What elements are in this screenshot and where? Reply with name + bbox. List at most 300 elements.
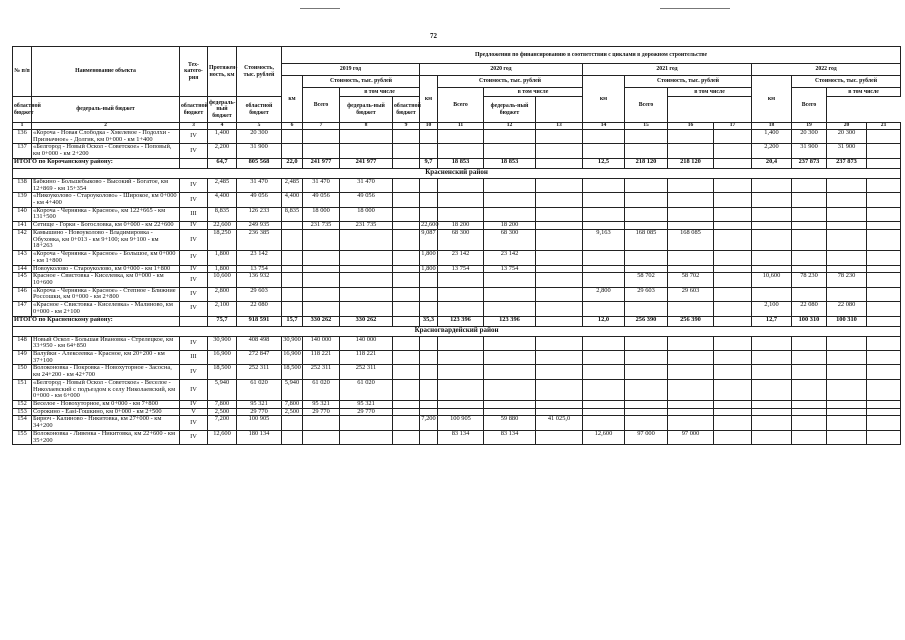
table-cell: 126 233 [237, 207, 282, 221]
table-cell [792, 401, 827, 409]
table-cell: IV [180, 229, 208, 250]
total-cell: 330 262 [303, 316, 340, 326]
table-cell [827, 416, 867, 430]
table-cell: 13 754 [484, 265, 536, 273]
table-cell [583, 379, 625, 400]
table-cell [420, 350, 438, 364]
total-cell [536, 158, 583, 168]
table-cell [792, 365, 827, 379]
table-cell: IV [180, 222, 208, 230]
table-cell: 22,600 [208, 222, 237, 230]
table-cell [625, 178, 668, 192]
table-cell [340, 265, 393, 273]
table-cell [867, 144, 901, 158]
object-name: Новый Оскол - Большая Ивановка - Стрелецкое, км 33+950 - км 64+850 [32, 336, 180, 350]
table-cell [625, 350, 668, 364]
table-cell [393, 379, 420, 400]
total-label: ИТОГО по Красненскому району: [13, 316, 180, 326]
table-cell [792, 408, 827, 416]
total-cell: 75,7 [208, 316, 237, 326]
table-cell: 9,163 [583, 229, 625, 250]
total-cell [180, 316, 208, 326]
table-cell [827, 408, 867, 416]
table-cell [583, 302, 625, 316]
table-cell: 41 025,0 [536, 416, 583, 430]
table-cell [583, 193, 625, 207]
table-cell [393, 251, 420, 265]
table-cell: 95 321 [237, 401, 282, 409]
table-cell: 30,900 [282, 336, 303, 350]
row-number: 153 [13, 408, 32, 416]
table-cell [625, 193, 668, 207]
column-number-cell: 18 [752, 123, 792, 130]
table-cell: IV [180, 379, 208, 400]
table-cell: 59 880 [484, 416, 536, 430]
table-cell [827, 229, 867, 250]
table-cell: 12,600 [583, 430, 625, 444]
table-cell: 78 230 [792, 273, 827, 287]
object-name: Волоконовка - Покровка - Новохуторное - Засосна, км 24+200 - км 42+700 [32, 365, 180, 379]
table-row [13, 365, 901, 379]
table-cell [827, 251, 867, 265]
column-number-cell: 21 [867, 123, 901, 130]
row-number: 148 [13, 336, 32, 350]
table-cell: 5,940 [282, 379, 303, 400]
table-cell [827, 207, 867, 221]
table-cell: 236 385 [237, 229, 282, 250]
object-name: Сетище - Горки - Богословка, км 0+000 - км 22+600 [32, 222, 180, 230]
table-cell [340, 229, 393, 250]
table-cell [393, 350, 420, 364]
table-cell [393, 273, 420, 287]
table-cell [625, 416, 668, 430]
object-name: Валуйки - Алексеевка - Красное, км 20+200 - км 37+100 [32, 350, 180, 364]
table-cell [792, 207, 827, 221]
header-federal: федераль-ный бюджет [340, 97, 393, 123]
table-cell [393, 336, 420, 350]
table-cell: 2,800 [583, 287, 625, 301]
table-cell [420, 130, 438, 144]
column-number-cell: 20 [827, 123, 867, 130]
total-cell [536, 316, 583, 326]
table-cell [282, 144, 303, 158]
table-cell: 31 900 [237, 144, 282, 158]
table-cell: 7,200 [420, 416, 438, 430]
table-cell: 29 770 [340, 408, 393, 416]
table-cell [420, 401, 438, 409]
table-cell [625, 401, 668, 409]
header-regional: областной бюджет [180, 97, 208, 123]
total-cell: 22,0 [282, 158, 303, 168]
table-cell [714, 379, 752, 400]
table-cell: 252 311 [340, 365, 393, 379]
table-cell: IV [180, 144, 208, 158]
table-cell: 83 134 [484, 430, 536, 444]
row-number: 136 [13, 130, 32, 144]
table-cell: III [180, 207, 208, 221]
table-cell: 22 080 [827, 302, 867, 316]
table-cell [438, 350, 484, 364]
table-cell [282, 229, 303, 250]
table-cell [792, 379, 827, 400]
table-cell [867, 408, 901, 416]
table-cell [438, 130, 484, 144]
object-name: Сорокино - East-Гошкино, км 0+000 - км 2+500 [32, 408, 180, 416]
table-cell: 29 770 [237, 408, 282, 416]
table-cell: 49 056 [303, 193, 340, 207]
table-cell: 13 754 [237, 265, 282, 273]
table-cell: 252 311 [237, 365, 282, 379]
table-cell [484, 144, 536, 158]
header-federal: федераль-ный бюджет [32, 97, 180, 123]
table-cell: 22 080 [237, 302, 282, 316]
row-number: 138 [13, 178, 32, 192]
table-cell [536, 365, 583, 379]
table-row [13, 207, 901, 221]
table-cell [536, 222, 583, 230]
table-cell: 7,200 [208, 416, 237, 430]
total-cell: 12,7 [752, 316, 792, 326]
table-cell: 2,500 [208, 408, 237, 416]
table-cell: 29 603 [668, 287, 714, 301]
table-cell: 9,087 [420, 229, 438, 250]
table-cell [625, 251, 668, 265]
district-total-row [13, 316, 901, 326]
table-cell [340, 287, 393, 301]
table-cell [303, 144, 340, 158]
object-name: Бирюч - Калиново - Никитовка, км 27+000 - км 34+200 [32, 416, 180, 430]
table-cell [303, 229, 340, 250]
table-cell: 61 020 [340, 379, 393, 400]
table-row [13, 287, 901, 301]
table-cell: 20 300 [827, 130, 867, 144]
column-number-cell: 12 [484, 123, 536, 130]
column-number-cell: 1 [13, 123, 32, 130]
table-cell: 140 000 [303, 336, 340, 350]
table-cell: 7,800 [282, 401, 303, 409]
table-cell: 49 056 [340, 193, 393, 207]
header-federal: федераль-ный бюджет [208, 97, 237, 123]
table-cell [484, 350, 536, 364]
table-cell [714, 130, 752, 144]
table-cell [714, 287, 752, 301]
column-number-cell: 6 [282, 123, 303, 130]
table-cell: IV [180, 365, 208, 379]
table-cell [282, 430, 303, 444]
total-cell: 123 396 [484, 316, 536, 326]
table-cell: 1,400 [208, 130, 237, 144]
table-cell [752, 193, 792, 207]
table-cell: 2,100 [752, 302, 792, 316]
table-cell [393, 416, 420, 430]
table-cell [668, 193, 714, 207]
table-cell: 252 311 [303, 365, 340, 379]
object-name: «Короча - Чернянка - Красное» - Степное - Ближние Россошки, км 0+000 - км 2+800 [32, 287, 180, 301]
table-cell [668, 408, 714, 416]
header-total: Всего [438, 88, 484, 123]
table-cell: 18 000 [340, 207, 393, 221]
total-cell: 35,3 [420, 316, 438, 326]
table-cell: 1,800 [208, 265, 237, 273]
table-cell [393, 229, 420, 250]
table-cell [420, 365, 438, 379]
table-cell [752, 365, 792, 379]
table-cell [867, 365, 901, 379]
header-federal: федераль-ный бюджет [484, 97, 536, 123]
table-cell [536, 273, 583, 287]
header-km: км [752, 76, 792, 123]
table-cell [393, 222, 420, 230]
table-cell [752, 336, 792, 350]
table-cell [668, 336, 714, 350]
table-cell [752, 222, 792, 230]
table-cell [583, 251, 625, 265]
table-cell: 180 134 [237, 430, 282, 444]
table-cell [340, 251, 393, 265]
table-cell [438, 379, 484, 400]
table-cell [393, 265, 420, 273]
table-cell: 100 905 [438, 416, 484, 430]
table-cell [484, 207, 536, 221]
total-cell: 241 977 [340, 158, 393, 168]
table-cell [792, 178, 827, 192]
table-cell [792, 193, 827, 207]
table-cell [420, 178, 438, 192]
table-cell: 2,200 [208, 144, 237, 158]
header-cost-group: Стоимость, тыс. рублей [625, 76, 752, 88]
table-cell [714, 401, 752, 409]
table-cell [536, 251, 583, 265]
table-cell [583, 408, 625, 416]
table-cell [340, 130, 393, 144]
table-cell [583, 273, 625, 287]
table-cell: 97 000 [625, 430, 668, 444]
table-cell [867, 265, 901, 273]
table-cell [583, 265, 625, 273]
table-cell: 20 300 [237, 130, 282, 144]
table-cell [752, 408, 792, 416]
header-year-2021: 2021 год [583, 64, 752, 76]
column-number-cell: 13 [536, 123, 583, 130]
table-cell [625, 365, 668, 379]
column-number-cell: 14 [583, 123, 625, 130]
total-cell [180, 158, 208, 168]
table-cell [484, 273, 536, 287]
table-cell [536, 207, 583, 221]
table-cell: 68 300 [484, 229, 536, 250]
table-cell [420, 336, 438, 350]
total-cell: 256 390 [625, 316, 668, 326]
object-name: «Красное - Свистовка - Киселевка» - Малиново, км 0+000 - км 2+100 [32, 302, 180, 316]
total-cell: 241 977 [303, 158, 340, 168]
row-number: 145 [13, 273, 32, 287]
row-number: 151 [13, 379, 32, 400]
table-cell [282, 130, 303, 144]
table-cell: IV [180, 336, 208, 350]
table-cell [438, 273, 484, 287]
table-cell [303, 251, 340, 265]
table-cell: 140 000 [340, 336, 393, 350]
table-cell [752, 287, 792, 301]
table-cell [792, 336, 827, 350]
table-cell [536, 193, 583, 207]
table-cell: 83 134 [438, 430, 484, 444]
table-cell: 10,600 [752, 273, 792, 287]
table-cell [438, 193, 484, 207]
total-cell: 100 310 [792, 316, 827, 326]
table-row [13, 416, 901, 430]
table-cell: 68 300 [438, 229, 484, 250]
table-cell [867, 193, 901, 207]
total-cell: 18 853 [484, 158, 536, 168]
row-number: 143 [13, 251, 32, 265]
table-cell: 95 321 [340, 401, 393, 409]
table-cell: 136 932 [237, 273, 282, 287]
table-row [13, 178, 901, 192]
table-cell: 2,485 [208, 178, 237, 192]
total-cell: 218 120 [668, 158, 714, 168]
table-cell [583, 336, 625, 350]
table-cell: 23 142 [237, 251, 282, 265]
table-cell: IV [180, 178, 208, 192]
scan-edge-mark [660, 8, 730, 9]
road-financing-table [12, 46, 901, 445]
total-cell: 100 310 [827, 316, 867, 326]
table-cell [752, 207, 792, 221]
column-number-cell: 17 [714, 123, 752, 130]
header-total: Всего [792, 88, 827, 123]
header-including: в том числе [668, 88, 752, 97]
table-cell: 29 603 [237, 287, 282, 301]
total-cell: 805 568 [237, 158, 282, 168]
total-cell [393, 316, 420, 326]
table-cell: 58 702 [625, 273, 668, 287]
table-cell: 272 847 [237, 350, 282, 364]
header-km: км [282, 76, 303, 123]
table-cell: IV [180, 287, 208, 301]
object-name: Бабкино - Большебыково - Высокий - Богатое, км 12+869 - км 15+354 [32, 178, 180, 192]
object-name: Новоуколово - Староуколово, км 0+000 - км 1+800 [32, 265, 180, 273]
table-cell [792, 229, 827, 250]
table-cell [420, 287, 438, 301]
table-cell [625, 130, 668, 144]
table-cell: 118 221 [340, 350, 393, 364]
total-cell: 15,7 [282, 316, 303, 326]
table-cell: 61 020 [303, 379, 340, 400]
table-cell [536, 144, 583, 158]
total-cell: 256 390 [668, 316, 714, 326]
district-heading: Красненский район [13, 168, 901, 178]
table-cell [583, 207, 625, 221]
table-cell [484, 193, 536, 207]
district-heading-row [13, 326, 901, 336]
object-name: «Короча - Чернянка - Красное», км 122+665 - км 131+500 [32, 207, 180, 221]
table-cell [393, 178, 420, 192]
table-cell [393, 287, 420, 301]
table-cell [303, 287, 340, 301]
header-including: в том числе [484, 88, 583, 97]
table-row [13, 251, 901, 265]
table-cell: 168 085 [625, 229, 668, 250]
table-cell: 31 900 [827, 144, 867, 158]
table-cell [668, 178, 714, 192]
table-cell [393, 408, 420, 416]
table-cell [583, 144, 625, 158]
table-cell [714, 178, 752, 192]
table-cell: 16,900 [282, 350, 303, 364]
table-cell: 18 000 [303, 207, 340, 221]
table-cell [393, 193, 420, 207]
row-number: 149 [13, 350, 32, 364]
table-cell [792, 430, 827, 444]
table-cell: 16,900 [208, 350, 237, 364]
row-number: 144 [13, 265, 32, 273]
total-cell: 218 120 [625, 158, 668, 168]
table-cell [340, 302, 393, 316]
table-cell [752, 178, 792, 192]
table-cell: 22 080 [792, 302, 827, 316]
table-cell [583, 416, 625, 430]
table-cell [393, 401, 420, 409]
district-heading-row [13, 168, 901, 178]
header-proposals: Предложения по финансированию в соответствии с циклами в дорожном строительстве [282, 47, 901, 64]
table-cell [867, 207, 901, 221]
table-cell [484, 379, 536, 400]
column-number-cell: 11 [438, 123, 484, 130]
header-km: км [420, 76, 438, 123]
header-total: Всего [303, 88, 340, 123]
table-cell [867, 379, 901, 400]
table-cell [867, 416, 901, 430]
table-cell: 2,100 [208, 302, 237, 316]
column-number-cell: 7 [303, 123, 340, 130]
object-name: «Белгород - Новый Оскол - Советское» - Веселое - Николаевский с подъездом к селу Николаевский, км 0+000 - км 6+000 [32, 379, 180, 400]
total-cell [714, 158, 752, 168]
header-year-2022: 2022 год [752, 64, 901, 76]
table-cell [752, 416, 792, 430]
table-cell: 1,400 [752, 130, 792, 144]
table-cell [484, 336, 536, 350]
table-cell: IV [180, 302, 208, 316]
table-cell: 12,600 [208, 430, 237, 444]
table-cell [668, 130, 714, 144]
table-cell: 249 935 [237, 222, 282, 230]
table-cell: IV [180, 430, 208, 444]
table-row [13, 336, 901, 350]
table-cell [668, 207, 714, 221]
total-cell: 237 873 [792, 158, 827, 168]
table-cell [827, 193, 867, 207]
table-cell: 61 020 [237, 379, 282, 400]
row-number: 147 [13, 302, 32, 316]
table-cell [340, 430, 393, 444]
table-cell [668, 401, 714, 409]
table-cell: 18,250 [208, 229, 237, 250]
table-cell [484, 178, 536, 192]
table-cell [340, 416, 393, 430]
table-cell [827, 350, 867, 364]
row-number: 139 [13, 193, 32, 207]
header-total: Всего [625, 88, 668, 123]
table-cell: 31 900 [792, 144, 827, 158]
table-cell [484, 365, 536, 379]
table-cell [714, 207, 752, 221]
table-cell [792, 416, 827, 430]
table-cell [484, 130, 536, 144]
table-cell [438, 401, 484, 409]
header-col-category: Тех-катего-рия [180, 47, 208, 97]
table-cell [536, 401, 583, 409]
